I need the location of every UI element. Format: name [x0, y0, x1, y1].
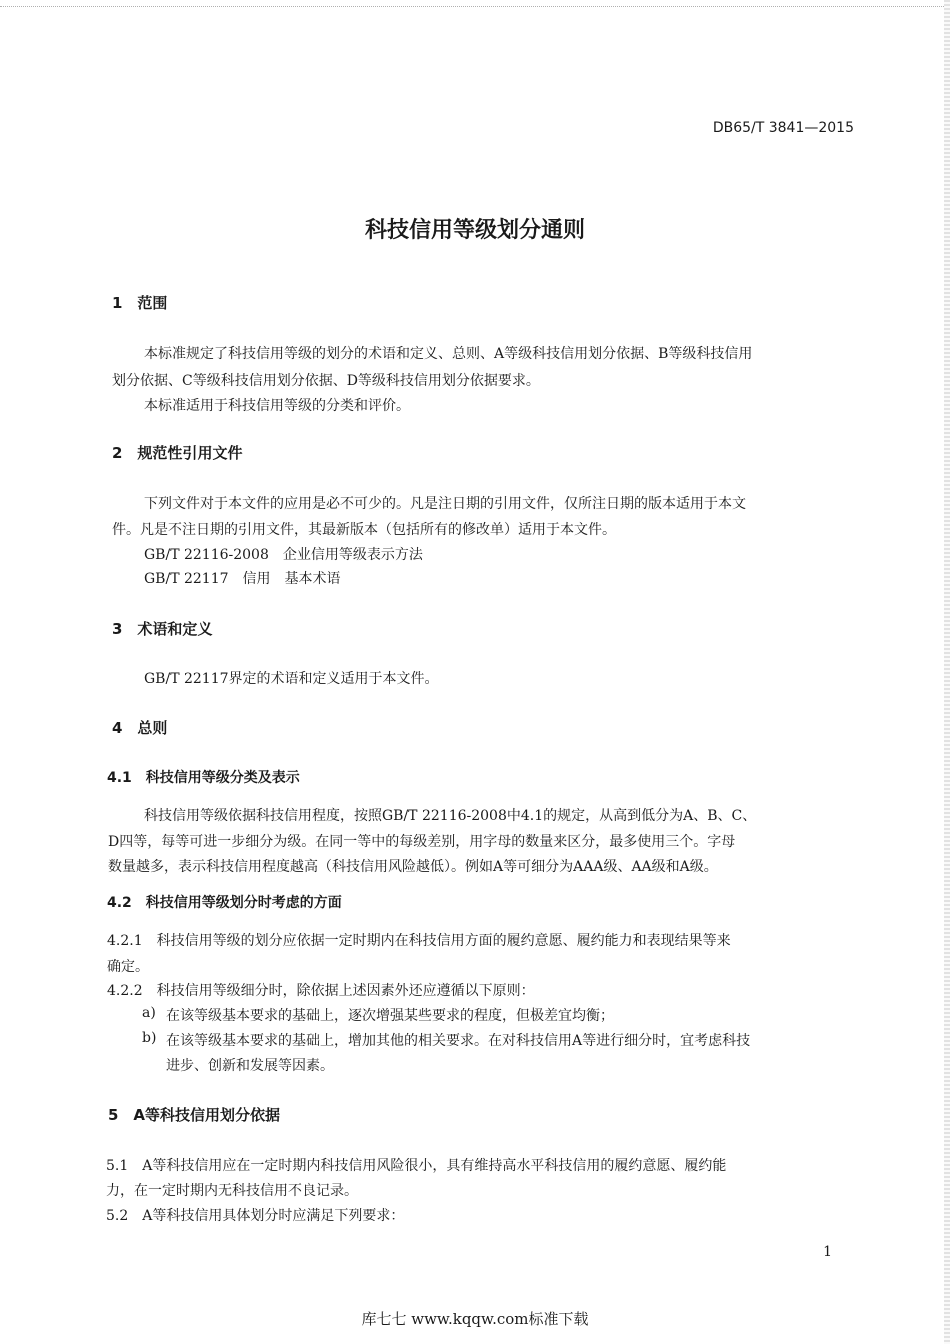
clause-4-2-2: 4.2.2 科技信用等级细分时，除依据上述因素外还应遵循以下原则：: [107, 983, 535, 999]
scan-right-edge: [944, 0, 950, 1344]
paragraph-line: 数量越多，表示科技信用程度越高（科技信用风险越低）。例如A等可细分为AAA级、AA级和A级。: [108, 859, 718, 875]
scan-top-border: [0, 0, 950, 7]
paragraph-line: 本标准适用于科技信用等级的分类和评价。: [144, 398, 410, 414]
paragraph-line: 本标准规定了科技信用等级的划分的术语和定义、总则、A等级科技信用划分依据、B等级科技信用: [144, 346, 753, 362]
footer-watermark: 库七七 www.kqqw.com标准下载: [361, 1310, 589, 1328]
list-item-text: 进步、创新和发展等因素。: [166, 1058, 334, 1074]
section-3-heading: 3 术语和定义: [112, 620, 213, 638]
paragraph-line: 划分依据、C等级科技信用划分依据、D等级科技信用划分依据要求。: [112, 373, 540, 389]
clause-4-2-1-cont: 确定。: [107, 959, 149, 975]
clause-5-1: 5.1 A等科技信用应在一定时期内科技信用风险很小，具有维持高水平科技信用的履约意愿、履约能: [106, 1158, 727, 1174]
clause-5-1-cont: 力，在一定时期内无科技信用不良记录。: [106, 1183, 358, 1199]
list-item-text: 在该等级基本要求的基础上，逐次增强某些要求的程度，但极差宜均衡；: [166, 1008, 614, 1024]
standard-code: DB65/T 3841—2015: [712, 120, 854, 136]
paragraph-line: 科技信用等级依据科技信用程度，按照GB/T 22116-2008中4.1的规定，从高到低分为A、B、C、: [144, 808, 757, 824]
list-item-text: 在该等级基本要求的基础上，增加其他的相关要求。在对科技信用A等进行细分时，宜考虑科技: [166, 1033, 751, 1049]
reference-entry: GB/T 22116-2008 企业信用等级表示方法: [144, 547, 423, 563]
clause-4-2-1: 4.2.1 科技信用等级的划分应依据一定时期内在科技信用方面的履约意愿、履约能力和表现结果等来: [107, 933, 731, 949]
paragraph-line: 件。凡是不注日期的引用文件，其最新版本（包括所有的修改单）适用于本文件。: [112, 522, 616, 538]
list-item-label: b): [142, 1030, 157, 1046]
list-item-label: a): [142, 1005, 156, 1021]
paragraph-line: 下列文件对于本文件的应用是必不可少的。凡是注日期的引用文件，仅所注日期的版本适用于本文: [144, 496, 746, 512]
section-2-heading: 2 规范性引用文件: [112, 444, 243, 462]
subsection-4-1-heading: 4.1 科技信用等级分类及表示: [107, 770, 300, 786]
paragraph-line: GB/T 22117界定的术语和定义适用于本文件。: [144, 671, 439, 687]
clause-5-2: 5.2 A等科技信用具体划分时应满足下列要求：: [106, 1208, 405, 1224]
document-title: 科技信用等级划分通则: [364, 218, 585, 243]
section-4-heading: 4 总则: [112, 719, 168, 737]
paragraph-line: D四等，每等可进一步细分为级。在同一等中的每级差别，用字母的数量来区分，最多使用三个。字母: [108, 834, 736, 850]
page-number: 1: [823, 1244, 832, 1260]
section-1-heading: 1 范围: [112, 294, 168, 312]
reference-entry: GB/T 22117 信用 基本术语: [144, 571, 341, 587]
subsection-4-2-heading: 4.2 科技信用等级划分时考虑的方面: [107, 895, 342, 911]
section-5-heading: 5 A等科技信用划分依据: [108, 1106, 281, 1124]
